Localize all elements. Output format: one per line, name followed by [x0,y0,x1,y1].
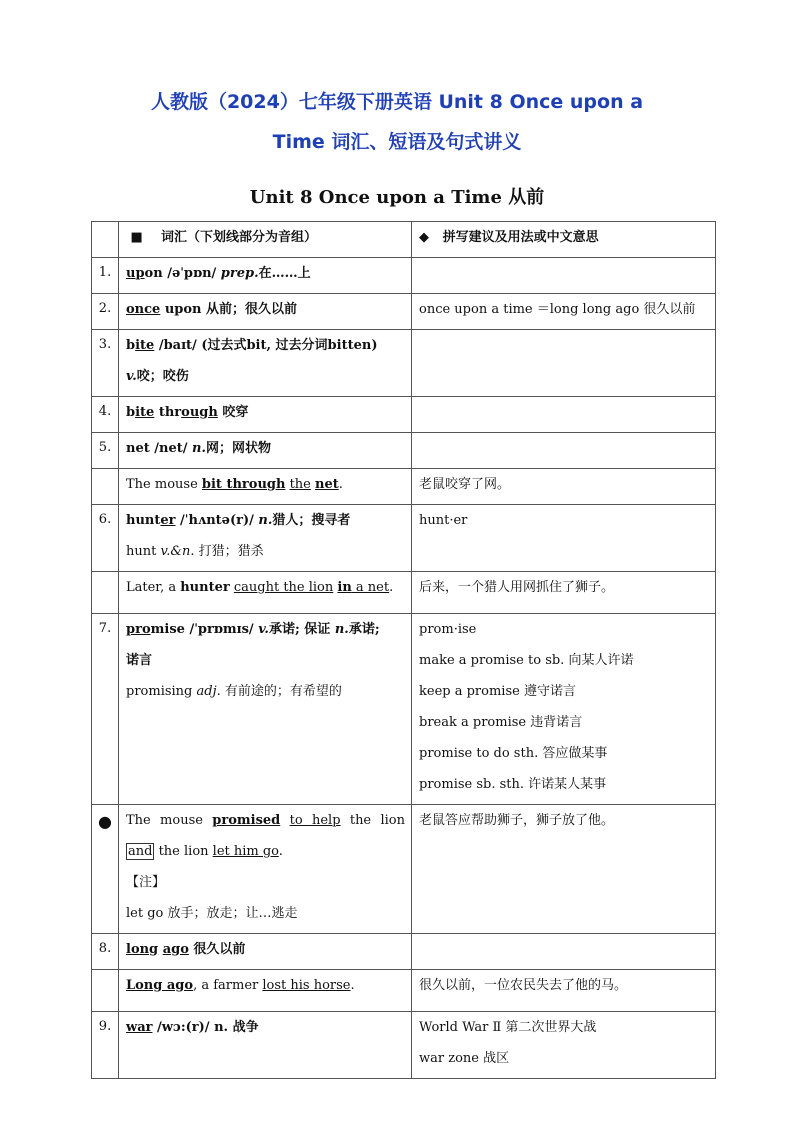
table-row [92,258,716,294]
usage-note: once upon a time ＝long long ago 很久以前 [419,302,696,317]
table-row [92,934,716,970]
sentence-part: caught the lion [233,580,334,595]
header-usage-cell [412,222,716,258]
sentence-part-boxed: and [128,844,153,859]
sentence-part: . [389,580,394,595]
word-part: mise [150,622,185,637]
usage-note: make a promise to sb. 向某人许诺 [419,653,634,668]
part-of-speech: prep. [220,266,259,281]
vocab-cell [119,934,412,970]
meaning-continued: 诺言 [126,653,153,668]
usage-note: break a promise 违背诺言 [419,715,583,730]
part-of-speech: n. [192,441,206,456]
sentence-part [280,813,289,828]
usage-note: promise to do sth. 答应做某事 [419,746,608,761]
vocab-cell [119,1012,412,1079]
table-row [92,330,716,397]
word-part: thr [154,405,182,420]
header-vocab-label: 词汇（下划线部分为音组） [160,230,317,245]
meaning: 承诺; [348,622,380,637]
row-number [92,970,119,1012]
meaning: 很久以前 [188,942,246,957]
sentence-part: The mouse [126,477,202,492]
word-part: once [126,302,161,317]
table-row [92,433,716,469]
vocab-cell [119,258,412,294]
sentence-part: net [315,477,339,492]
usage-cell [412,397,716,433]
table-row [92,805,716,934]
example-sentence-cell [119,469,412,505]
sentence-part: the lion [154,844,213,859]
document-title-line-2: Time 词汇、短语及句式讲义 [272,131,522,153]
usage-note: prom·ise [419,622,477,637]
usage-cell [412,330,716,397]
sentence-part: in [337,580,352,595]
row-number: 1. [92,258,119,294]
row-number: 9. [92,1012,119,1079]
usage-note: war zone 战区 [419,1051,510,1066]
word-part: long [126,942,159,957]
meaning: 打猎；猎杀 [194,544,264,559]
meaning: 从前；很久以前 [206,302,298,317]
vocab-cell [119,505,412,572]
document-title-line-1: 人教版（2024）七年级下册英语 Unit 8 Once upon a [150,91,644,113]
part-of-speech: v. [126,369,137,384]
part-of-speech: adj [196,684,217,699]
row-number: 4. [92,397,119,433]
example-sentence-cell [119,970,412,1012]
example-sentence-cell [119,805,412,934]
phonetic: /ˈprɒmɪs/ [184,622,259,637]
usage-note: keep a promise 遵守诺言 [419,684,576,699]
word-part: b [126,405,136,420]
header-vocab-cell [119,222,412,258]
meaning: 咬；咬伤 [136,369,189,384]
translation: 很久以前，一位农民失去了他的马。 [419,978,628,993]
translation: 后来，一个猎人用网抓住了狮子。 [419,580,615,595]
sentence-part: . [350,978,355,993]
translation-cell [412,970,716,1012]
usage-cell [412,934,716,970]
translation-cell [412,572,716,614]
example-sentence-cell [119,572,412,614]
sentence-part: Long ago [126,978,194,993]
related-word: promising [126,684,197,699]
row-bullet-cell [92,805,119,934]
word-part: ago [162,942,189,957]
part-of-speech: v.&n. [160,544,195,559]
word-part: ough [181,405,218,420]
header-num-cell [92,222,119,258]
sentence-part: the [289,477,311,492]
sentence-part: promised [212,813,281,828]
unit-subtitle: Unit 8 Once upon a Time 从前 [249,187,545,208]
sentence-part: . [278,844,283,859]
header-usage-label: 拼写建议及用法或中文意思 [442,230,599,245]
sentence-part: the lion [340,813,405,828]
sentence-part: Later, a [126,580,181,595]
table-row [92,572,716,614]
usage-cell [412,433,716,469]
vocab-cell [119,433,412,469]
sentence-part: a net [351,580,390,595]
meaning: 承诺; 保证 [268,622,335,637]
table-row [92,1012,716,1079]
word-part: war [126,1020,153,1035]
meaning: 在……上 [258,266,311,281]
vocab-cell [119,330,412,397]
related-word: hunt [126,544,161,559]
meaning: 网；网状物 [206,441,272,456]
row-number: 7. [92,614,119,805]
word-part: ite [135,338,155,353]
note-label: 【注】 [126,875,166,890]
row-number [92,469,119,505]
table-row [92,397,716,433]
phonetic: /ˈhʌntə(r)/ [175,513,259,528]
word-part: net /net/ [126,441,193,456]
diamond-bullet-icon: ◆ [419,230,429,245]
meaning: 猎人；搜寻者 [272,513,351,528]
word-part: hunt [126,513,161,528]
usage-cell [412,1012,716,1079]
meaning: . 有前途的；有希望的 [216,684,342,699]
table-row [92,970,716,1012]
part-of-speech: v. [258,622,269,637]
usage-note: World War Ⅱ 第二次世界大战 [419,1020,597,1035]
word-part: pro [126,622,151,637]
meaning: 咬穿 [217,405,249,420]
sentence-part: lost his horse [262,978,351,993]
row-number: 8. [92,934,119,970]
vocab-cell [119,614,412,805]
row-number [92,572,119,614]
bullet-icon: ● [98,812,112,831]
table-row [92,294,716,330]
word-part: up [126,266,145,281]
row-number: 3. [92,330,119,397]
square-bullet-icon: ■ [130,230,143,245]
sentence-part: hunter [180,580,230,595]
row-number: 5. [92,433,119,469]
table-header-row [92,222,716,258]
vocab-cell [119,397,412,433]
translation-cell [412,805,716,934]
translation-cell [412,469,716,505]
vocabulary-table [91,221,716,1079]
part-of-speech: n. [258,513,273,528]
note-text: let go 放手；放走；让…逃走 [126,906,298,921]
phonetic: /əˈpɒn/ [162,266,221,281]
sentence-part: to help [289,813,341,828]
table-row [92,505,716,572]
usage-cell [412,505,716,572]
word-part: on [144,266,163,281]
usage-cell [412,614,716,805]
table-row [92,469,716,505]
table-row [92,614,716,805]
sentence-part: let him go [212,844,279,859]
usage-note: promise sb. sth. 许诺某人某事 [419,777,607,792]
sentence-part: The mouse [126,813,213,828]
word-part: upon [160,302,207,317]
row-number: 2. [92,294,119,330]
sentence-part: bit through [201,477,286,492]
word-part: ite [135,405,155,420]
part-of-speech: n. [334,622,349,637]
sentence-part: . [338,477,343,492]
word-part: er [160,513,176,528]
usage-cell [412,258,716,294]
word-part: b [126,338,136,353]
usage-cell [412,294,716,330]
sentence-part: , a farmer [193,978,263,993]
phonetic: /wɔ:(r)/ n. 战争 [152,1020,259,1035]
row-number: 6. [92,505,119,572]
phonetic: /baɪt/ (过去式bit, 过去分词bitten) [154,338,378,353]
vocab-cell [119,294,412,330]
translation: 老鼠答应帮助狮子，狮子放了他。 [419,813,615,828]
syllable-note: hunt·er [419,513,468,528]
translation: 老鼠咬穿了网。 [419,477,511,492]
